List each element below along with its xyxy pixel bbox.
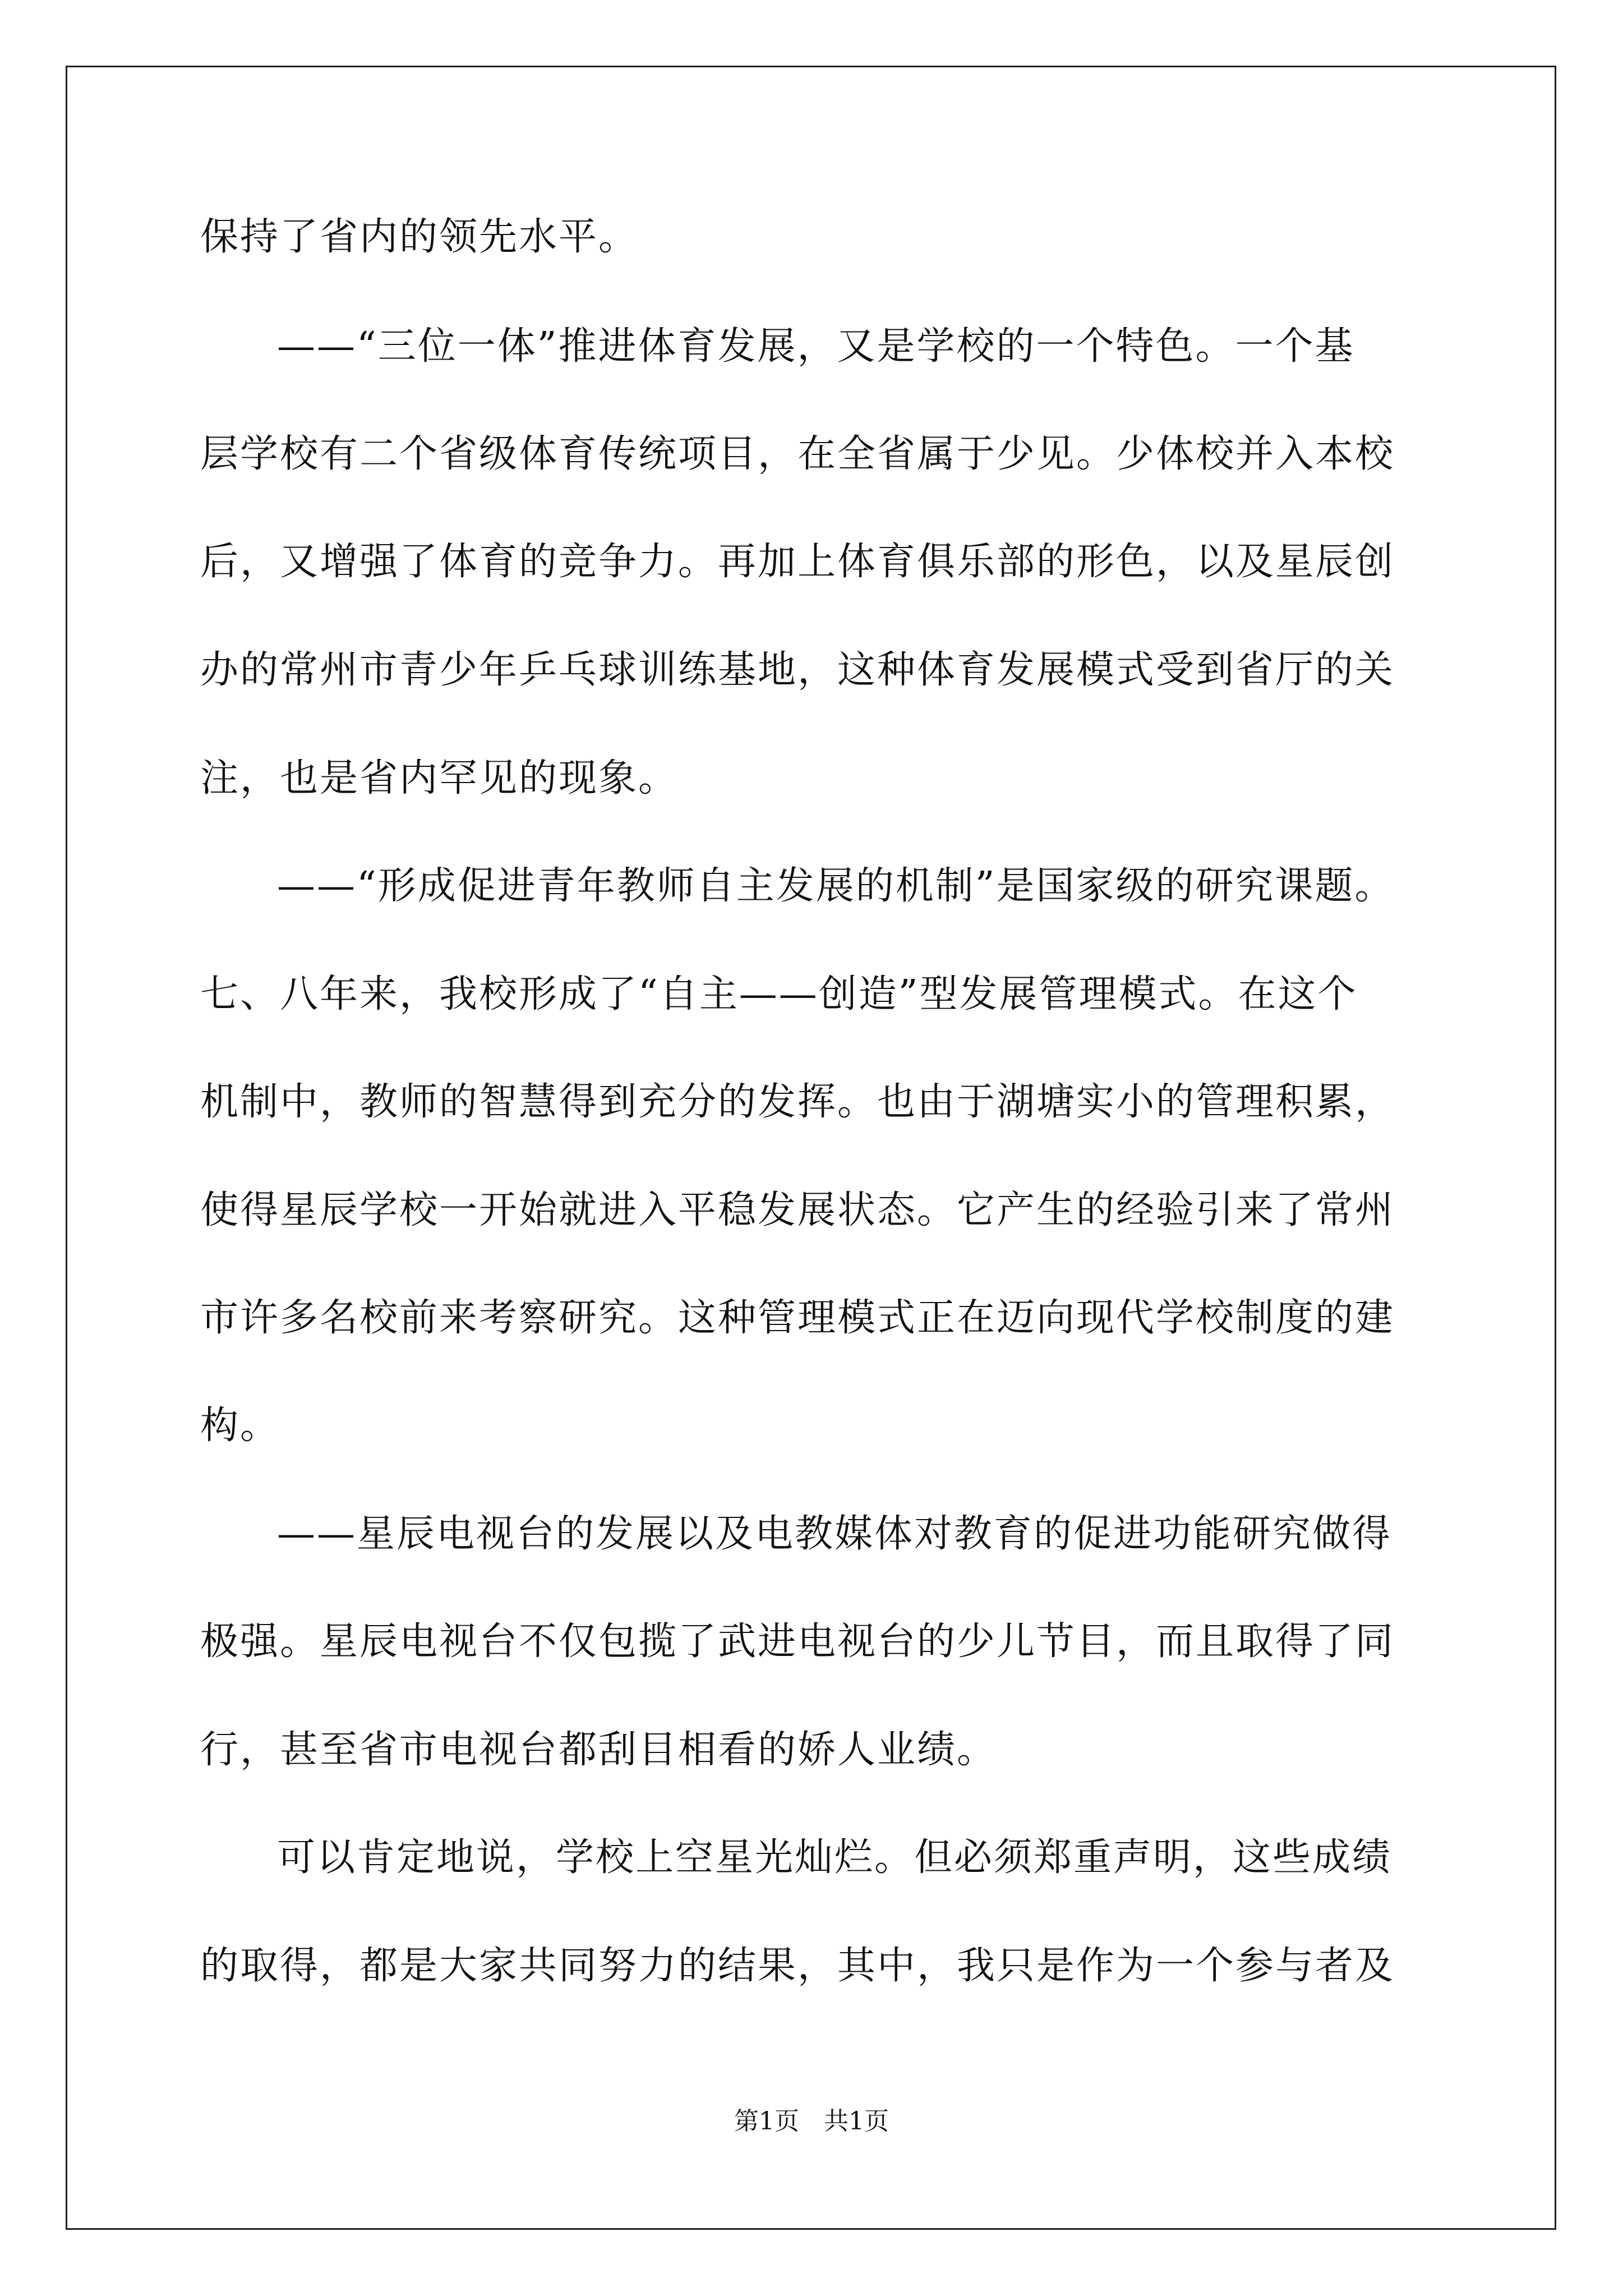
text-line: ——“形成促进青年教师自主发展的机制”是国家级的研究课题。: [277, 864, 1395, 908]
text-line: 层学校有二个省级体育传统项目，在全省属于少见。少体校并入本校: [200, 432, 1395, 476]
text-line: 机制中，教师的智慧得到充分的发挥。也由于湖塘实小的管理积累，: [200, 1080, 1395, 1124]
text-line: 行，甚至省市电视台都刮目相看的娇人业绩。: [200, 1728, 997, 1772]
page-border: [66, 66, 1556, 2230]
text-line: 极强。星辰电视台不仅包揽了武进电视台的少儿节目，而且取得了同: [200, 1619, 1395, 1664]
page-footer: 第1页 共1页: [734, 2107, 889, 2136]
text-line: 市许多名校前来考察研究。这种管理模式正在迈向现代学校制度的建: [200, 1296, 1395, 1340]
text-line: 后，又增强了体育的竞争力。再加上体育俱乐部的形色，以及星辰创: [200, 540, 1395, 584]
text-line: 可以肯定地说，学校上空星光灿烂。但必须郑重声明，这些成绩: [277, 1835, 1393, 1880]
text-line: ——星辰电视台的发展以及电教媒体对教育的促进功能研究做得: [277, 1512, 1393, 1556]
text-line: ——“三位一体”推进体育发展，又是学校的一个特色。一个基: [277, 324, 1355, 369]
text-line: 办的常州市青少年乒乓球训练基地，这种体育发展模式受到省厅的关: [200, 648, 1395, 692]
text-line: 七、八年来，我校形成了“自主——创造”型发展管理模式。在这个: [200, 972, 1358, 1016]
text-line: 的取得，都是大家共同努力的结果，其中，我只是作为一个参与者及: [200, 1944, 1395, 1988]
text-line: 注，也是省内罕见的现象。: [200, 756, 679, 800]
text-line: 使得星辰学校一开始就进入平稳发展状态。它产生的经验引来了常州: [200, 1188, 1395, 1232]
text-line: 保持了省内的领先水平。: [200, 215, 639, 259]
text-line: 构。: [200, 1404, 280, 1448]
